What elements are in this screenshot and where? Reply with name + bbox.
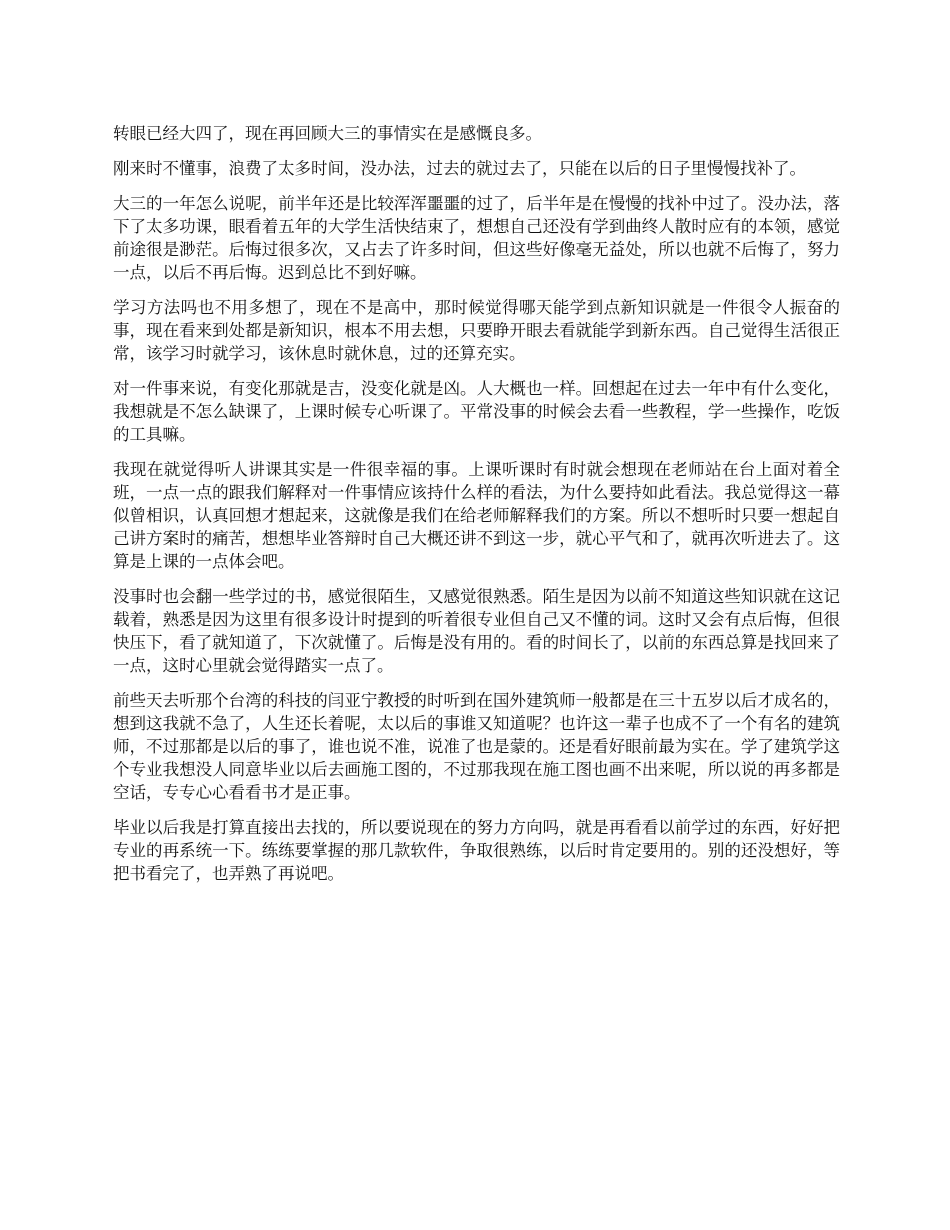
paragraph-4: 学习方法吗也不用多想了，现在不是高中，那时候觉得哪天能学到点新知识就是一件很令人振奋的事，现在看来到处都是新知识，根本不用去想，只要睁开眼去看就能学到新东西。自己觉得生活很正常，该学习时就学习，该休息时就休息，过的还算充实。	[113, 298, 840, 363]
paragraph-7: 没事时也会翻一些学过的书，感觉很陌生，又感觉很熟悉。陌生是因为以前不知道这些知识就在这记载着，熟悉是因为这里有很多设计时提到的听着很专业但自己又不懂的词。这时又会有点后悔，但很快压下，看了就知道了，下次就懂了。后悔是没有用的。看的时间长了，以前的东西总算是找回来了一点，这时心里就会觉得踏实一点了。	[113, 587, 840, 675]
paragraph-3: 大三的一年怎么说呢，前半年还是比较浑浑噩噩的过了，后半年是在慢慢的找补中过了。没办法，落下了太多功课，眼看着五年的大学生活快结束了，想想自己还没有学到曲终人散时应有的本领，感觉前途很是渺茫。后悔过很多次，又占去了许多时间，但这些好像毫无益处，所以也就不后悔了，努力一点，以后不再后悔。迟到总比不到好嘛。	[113, 194, 840, 282]
paragraph-8: 前些天去听那个台湾的科技的闫亚宁教授的时听到在国外建筑师一般都是在三十五岁以后才成名的，想到这我就不急了，人生还长着呢，太以后的事谁又知道呢？也许这一辈子也成不了一个有名的建筑师，不过那都是以后的事了，谁也说不准，说准了也是蒙的。还是看好眼前最为实在。学了建筑学这个专业我想没人同意毕业以后去画施工图的，不过那我现在施工图也画不出来呢，所以说的再多都是空话，专专心心看看书才是正事。	[113, 691, 840, 802]
paragraph-2: 刚来时不懂事，浪费了太多时间，没办法，过去的就过去了，只能在以后的日子里慢慢找补了。	[113, 159, 806, 178]
document-page	[113, 122, 840, 897]
paragraph-6: 我现在就觉得听人讲课其实是一件很幸福的事。上课听课时有时就会想现在老师站在台上面对着全班，一点一点的跟我们解释对一件事情应该持什么样的看法，为什么要持如此看法。我总觉得这一幕似曾相识，认真回想才想起来，这就像是我们在给老师解释我们的方案。所以不想听时只要一想起自己讲方案时的痛苦，想想毕业答辩时自己大概还讲不到这一步，就心平气和了，就再次听进去了。这算是上课的一点体会吧。	[113, 460, 840, 571]
paragraph-9: 毕业以后我是打算直接出去找的，所以要说现在的努力方向吗，就是再看看以前学过的东西，好好把专业的再系统一下。练练要掌握的那几款软件，争取很熟练，以后时肯定要用的。别的还没想好，等把书看完了，也弄熟了再说吧。	[113, 818, 840, 883]
paragraph-1: 转眼已经大四了，现在再回顾大三的事情实在是感慨良多。	[113, 124, 542, 143]
paragraph-5: 对一件事来说，有变化那就是吉，没变化就是凶。人大概也一样。回想起在过去一年中有什么变化，我想就是不怎么缺课了，上课时候专心听课了。平常没事的时候会去看一些教程，学一些操作，吃饭的工具嘛。	[113, 379, 840, 444]
